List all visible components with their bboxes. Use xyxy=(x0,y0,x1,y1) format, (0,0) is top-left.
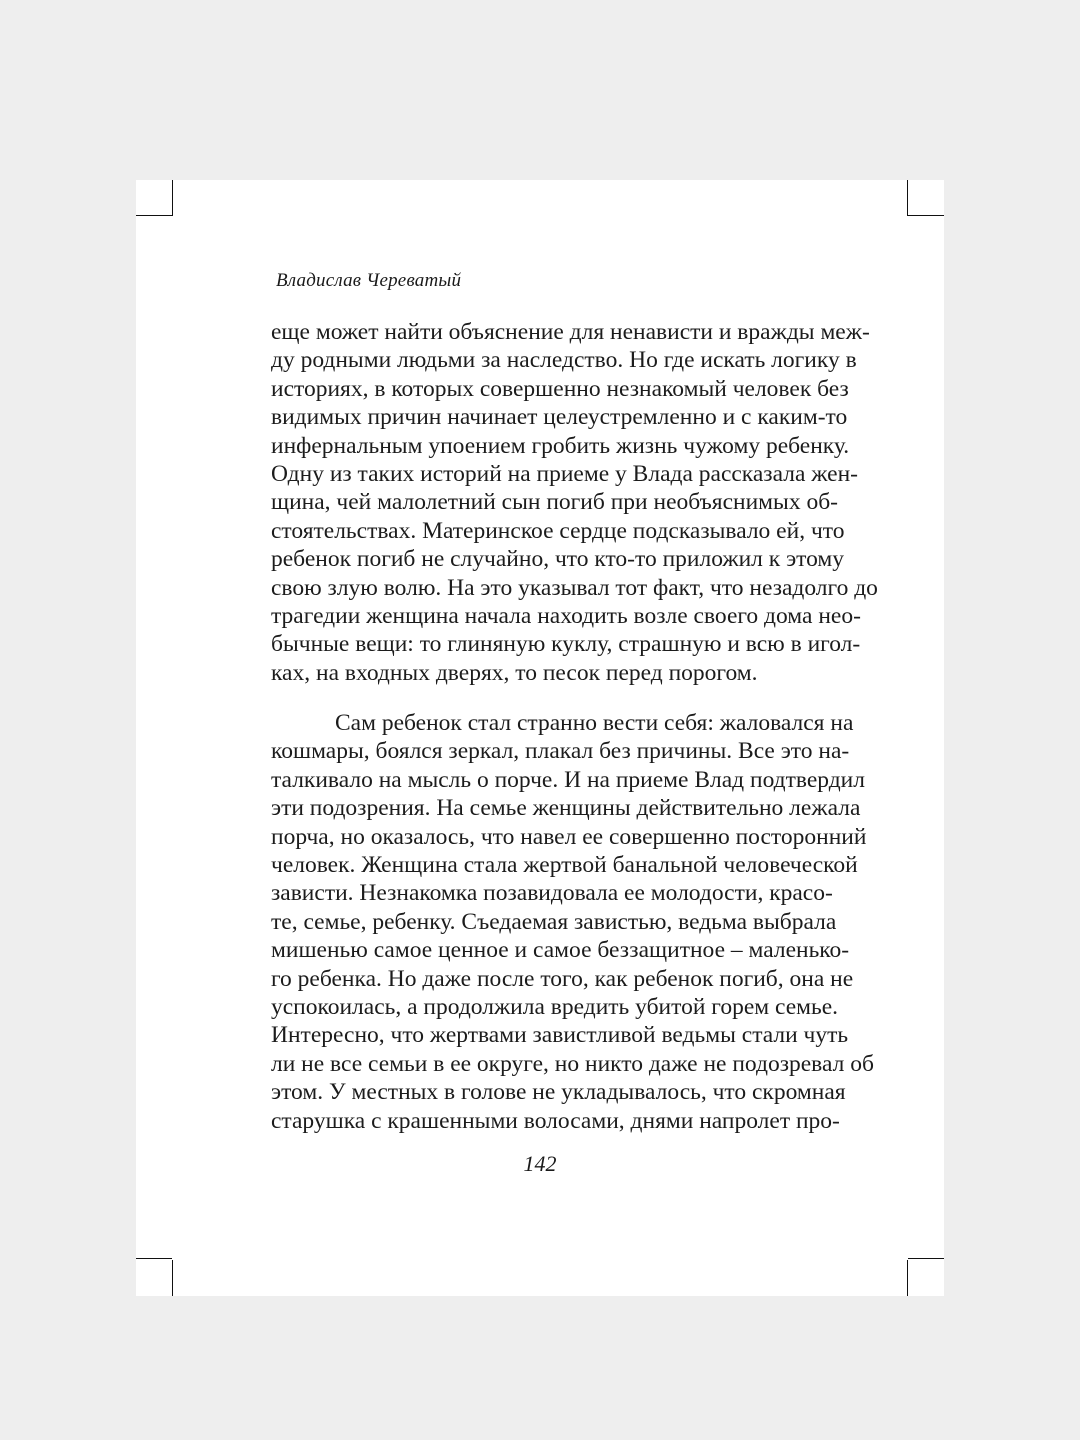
text-line: инфернальным упоением гробить жизнь чужому ребенку. xyxy=(271,432,850,459)
crop-mark-top-left-h xyxy=(136,215,172,216)
text-line: ках, на входных дверях, то песок перед порогом. xyxy=(271,659,758,686)
text-line: старушка с крашенными волосами, днями напролет про- xyxy=(271,1107,840,1134)
text-line: Одну из таких историй на приеме у Влада рассказала жен- xyxy=(271,460,859,487)
crop-mark-top-right-v xyxy=(907,180,908,216)
text-line: человек. Женщина стала жертвой банальной человеческой xyxy=(271,852,858,879)
text-line: стоятельствах. Материнское сердце подсказывало ей, что xyxy=(271,517,845,544)
text-line: трагедии женщина начала находить возле своего дома нео- xyxy=(271,602,861,629)
text-line: бычные вещи: то глиняную куклу, страшную и всю в игол- xyxy=(271,631,861,658)
body-text xyxy=(271,318,878,1135)
text-line: щина, чей малолетний сын погиб при необъяснимых об- xyxy=(271,489,838,516)
text-line: го ребенка. Но даже после того, как ребенок погиб, она не xyxy=(271,965,854,992)
paragraph-gap xyxy=(271,687,808,709)
paragraph xyxy=(271,709,874,1135)
crop-mark-bottom-left-v xyxy=(172,1260,173,1296)
crop-mark-top-left-v xyxy=(172,180,173,216)
text-line: порча, но оказалось, что навел ее совершенно посторонний xyxy=(271,823,867,850)
text-line: Сам ребенок стал странно вести себя: жаловался на xyxy=(335,710,854,737)
text-line: эти подозрения. На семье женщины действительно лежала xyxy=(271,795,861,822)
page-number: 142 xyxy=(523,1151,557,1176)
text-line: видимых причин начинает целеустремленно и с каким-то xyxy=(271,404,848,431)
text-line: Интересно, что жертвами завистливой ведьмы стали чуть xyxy=(271,1022,849,1049)
text-line: ли не все семьи в ее округе, но никто даже не подозревал об xyxy=(271,1050,874,1077)
paragraph xyxy=(271,318,878,687)
text-line: те, семье, ребенку. Съедаемая завистью, ведьма выбрала xyxy=(271,908,837,935)
crop-mark-bottom-left-h xyxy=(136,1258,172,1259)
text-line: зависти. Незнакомка позавидовала ее молодости, красо- xyxy=(271,880,833,907)
text-line: кошмары, боялся зеркал, плакал без причины. Все это на- xyxy=(271,738,850,765)
crop-mark-top-right-h xyxy=(908,215,944,216)
text-line: еще может найти объяснение для ненависти и вражды меж- xyxy=(271,319,870,345)
crop-mark-bottom-right-h xyxy=(908,1258,944,1259)
book-page xyxy=(136,180,944,1296)
text-line: талкивало на мысль о порче. И на приеме Влад подтвердил xyxy=(271,766,865,793)
running-head: Владислав Череватый xyxy=(276,270,462,291)
text-line: этом. У местных в голове не укладывалось, что скромная xyxy=(271,1079,846,1106)
text-line: мишенью самое ценное и самое беззащитное – маленько- xyxy=(271,937,850,964)
text-line: свою злую волю. На это указывал тот факт, что незадолго до xyxy=(271,574,878,601)
text-line: ребенок погиб не случайно, что кто-то приложил к этому xyxy=(271,546,845,573)
crop-mark-bottom-right-v xyxy=(907,1260,908,1296)
text-line: ду родными людьми за наследство. Но где искать логику в xyxy=(271,347,857,374)
text-line: историях, в которых совершенно незнакомый человек без xyxy=(271,375,849,402)
text-line: успокоилась, а продолжила вредить убитой горем семье. xyxy=(271,993,839,1020)
